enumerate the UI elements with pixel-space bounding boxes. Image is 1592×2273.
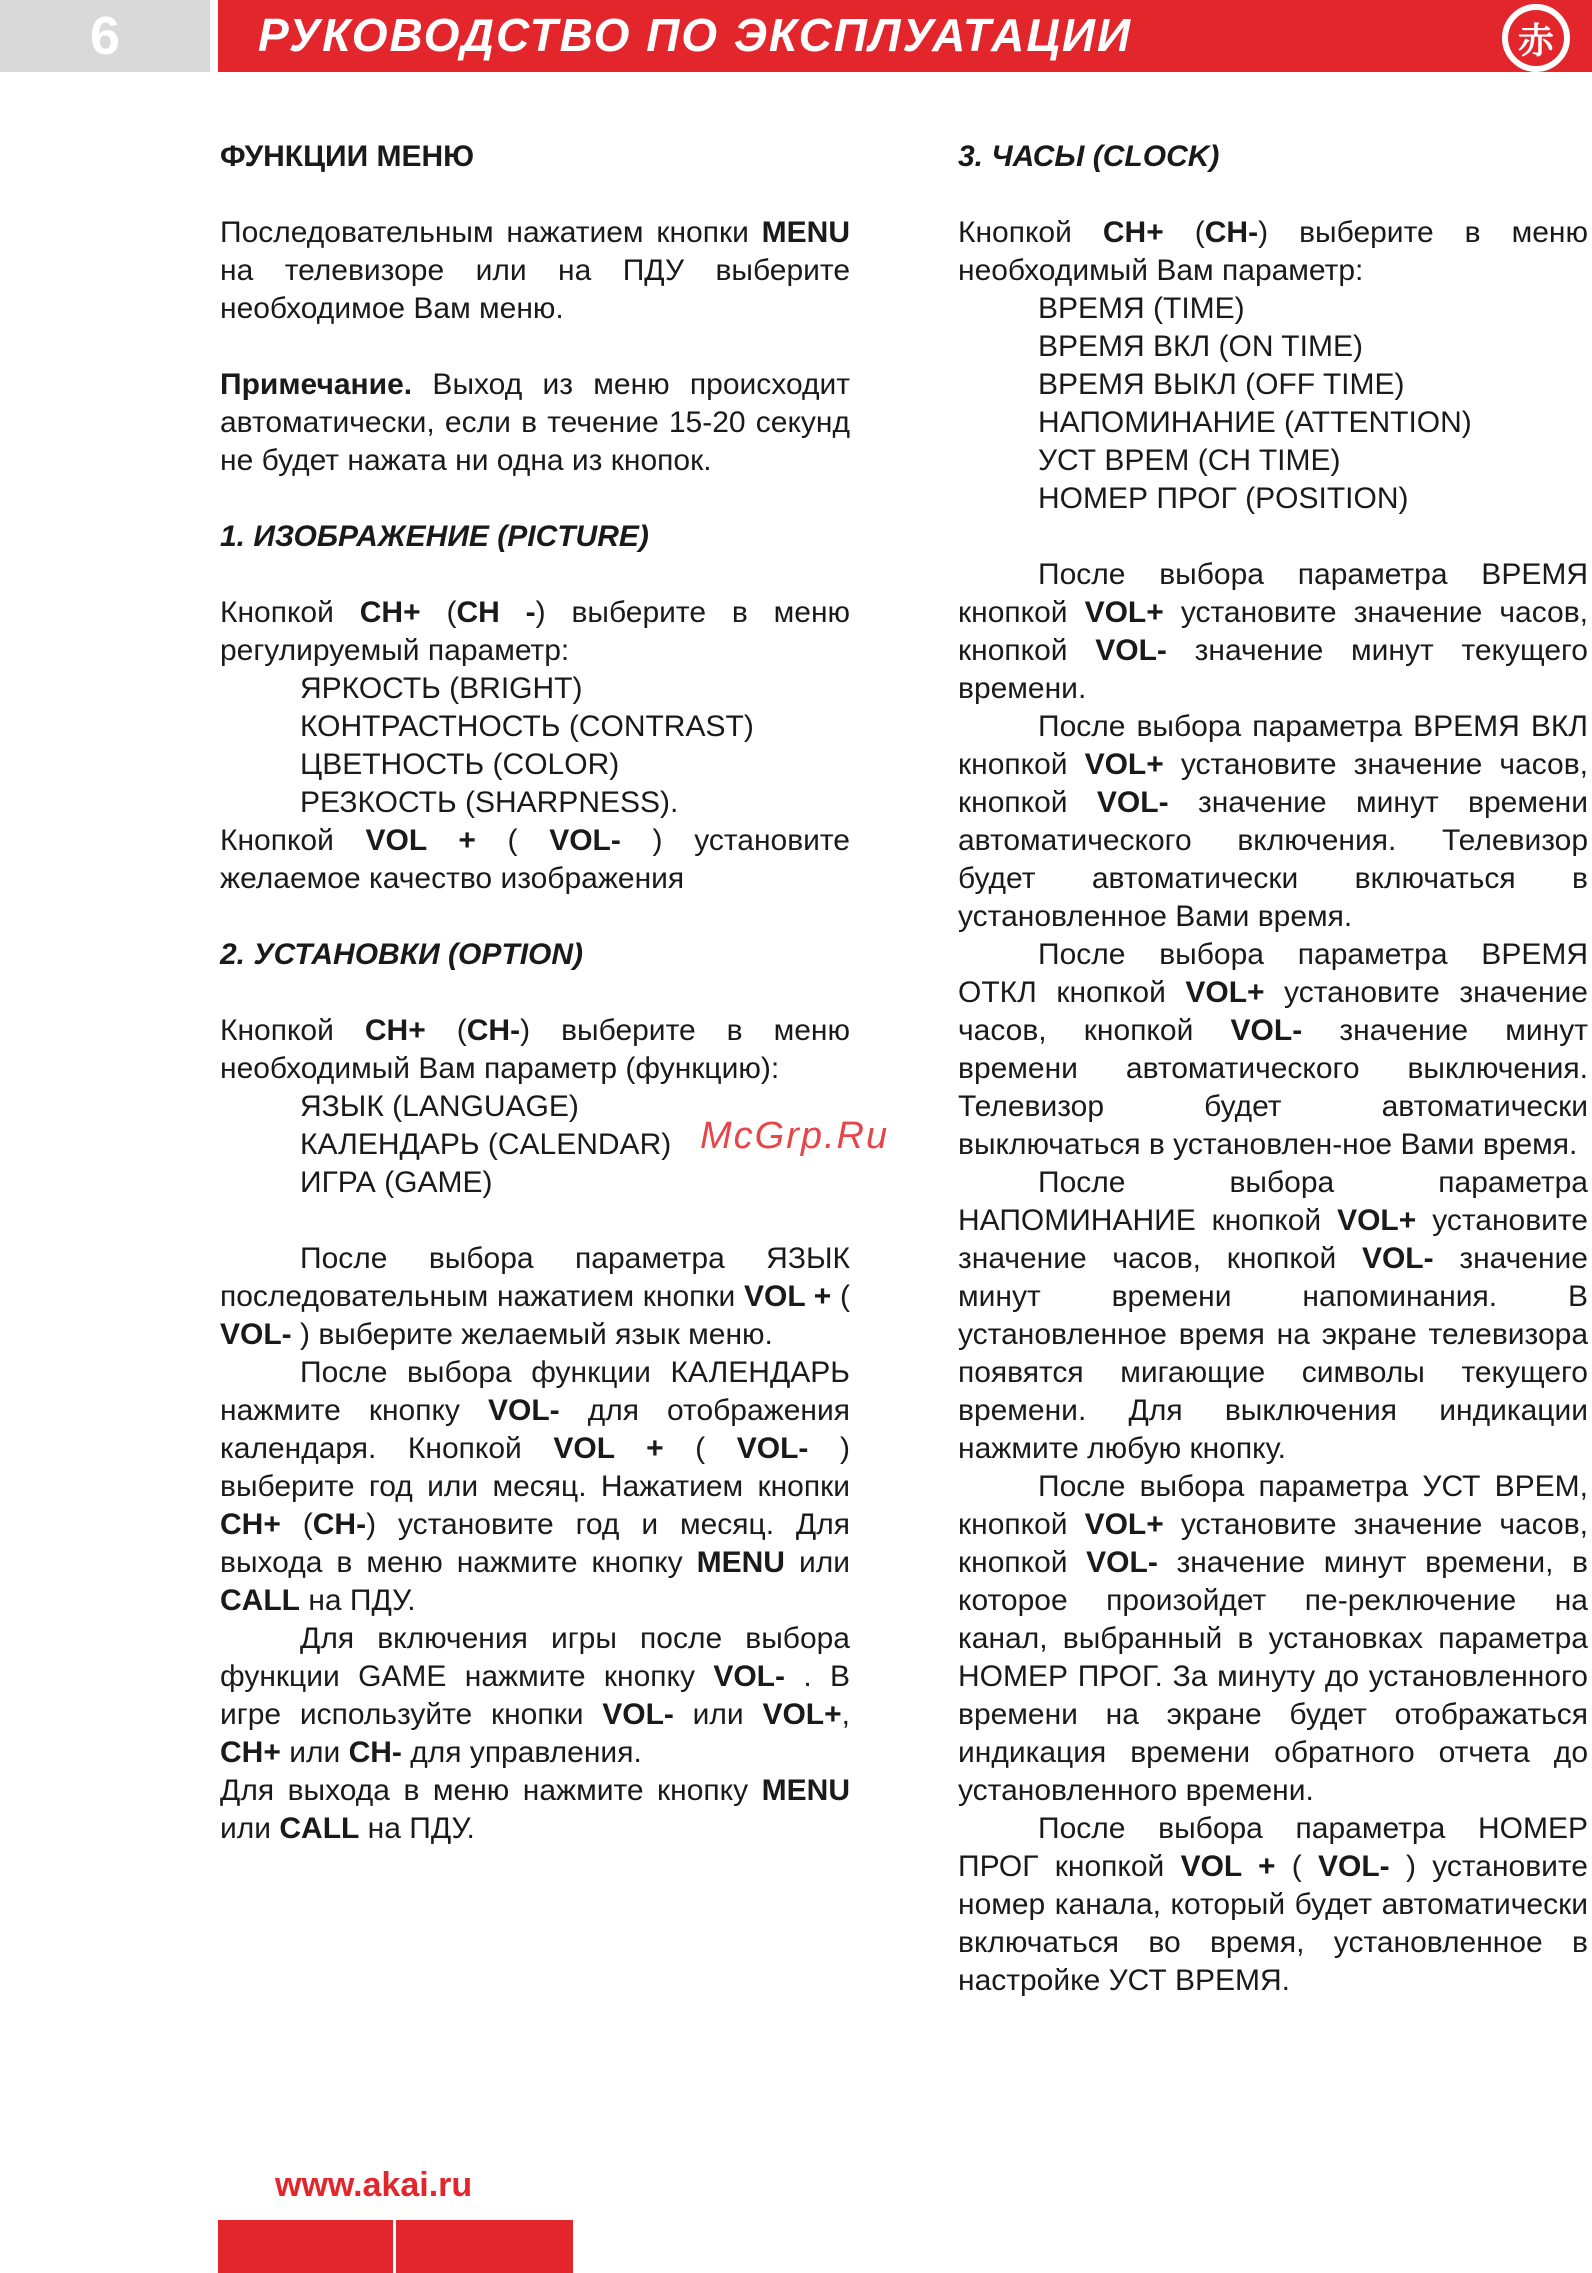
clock-intro: Кнопкой CH+ (CH-) выберите в меню необходимый Вам параметр: <box>958 216 1588 287</box>
exit-paragraph: Для выхода в меню нажмите кнопку MENU или CALL на ПДУ. <box>220 1774 850 1845</box>
on-time-paragraph: После выбора параметра ВРЕМЯ ВКЛ кнопкой VOL+ установите значение часов, кнопкой VOL- значение минут времени автоматического включения. Телевизор будет автоматически включаться в установленное Вами время. <box>958 710 1588 933</box>
option-heading: 2. УСТАНОВКИ (OPTION) <box>220 938 584 971</box>
picture-heading: 1. ИЗОБРАЖЕНИЕ (PICTURE) <box>220 520 649 553</box>
option-intro: Кнопкой CH+ (CH-) выберите в меню необходимый Вам параметр (функцию): <box>220 1014 850 1085</box>
footer-divider <box>393 2220 396 2273</box>
time-paragraph: После выбора параметра ВРЕМЯ кнопкой VOL+ установите значение часов, кнопкой VOL- значение минут текущего времени. <box>958 558 1588 705</box>
list-item: ВРЕМЯ ВЫКЛ (OFF TIME) <box>1038 368 1405 401</box>
attention-paragraph: После выбора параметра НАПОМИНАНИЕ кнопкой VOL+ установите значение часов, кнопкой VOL- значение минут времени напоминания. В установленное время на экране телевизора появятся мигающие символы текущего времени. Для выключения индикации нажмите любую кнопку. <box>958 1166 1588 1465</box>
logo-glyph: 赤 <box>1508 10 1564 66</box>
clock-heading: 3. ЧАСЫ (CLOCK) <box>958 140 1220 173</box>
note-paragraph: Примечание. Выход из меню происходит автоматически, если в течение 15-20 секунд не будет нажата ни одна из кнопок. <box>220 368 850 477</box>
list-item: РЕЗКОСТЬ (SHARPNESS). <box>300 786 679 819</box>
game-paragraph: Для включения игры после выбора функции GAME нажмите кнопку VOL- . В игре используйте кнопки VOL- или VOL+, CH+ или CH- для управления. <box>220 1622 851 1769</box>
ch-time-paragraph: После выбора параметра УСТ ВРЕМ, кнопкой VOL+ установите значение часов, кнопкой VOL- значение минут времени, в которое произойдет пе-реключение на канал, выбранный в установках параметра НОМЕР ПРОГ. За минуту до установленного времени на экране будет отображаться индикация времени обратного отчета до установленного времени. <box>958 1470 1588 1807</box>
language-paragraph: После выбора параметра ЯЗЫК последовательным нажатием кнопки VOL + ( VOL- ) выберите желаемый язык меню. <box>220 1242 851 1351</box>
list-item: ЯЗЫК (LANGUAGE) <box>300 1090 579 1123</box>
watermark: McGrp.Ru <box>700 1115 890 1157</box>
website-link[interactable]: www.akai.ru <box>275 2166 473 2204</box>
off-time-paragraph: После выбора параметра ВРЕМЯ ОТКЛ кнопкой VOL+ установите значение часов, кнопкой VOL- значение минут времени автоматического выключения. Телевизор будет автоматически выключаться в установлен-ное Вами время. <box>958 938 1588 1161</box>
left-column <box>220 138 850 1848</box>
picture-adjust: Кнопкой VOL + ( VOL- ) установите желаемое качество изображения <box>220 824 850 895</box>
menu-functions-heading: ФУНКЦИИ МЕНЮ <box>220 140 475 173</box>
page-header <box>0 0 1592 72</box>
picture-intro: Кнопкой CH+ (CH -) выберите в меню регулируемый параметр: <box>220 596 851 667</box>
list-item: КАЛЕНДАРЬ (CALENDAR) <box>300 1128 672 1161</box>
footer-bar <box>218 2220 573 2273</box>
position-paragraph: После выбора параметра НОМЕР ПРОГ кнопкой VOL + ( VOL- ) установите номер канала, который будет автоматически включаться во время, установленное в настройке УСТ ВРЕМЯ. <box>958 1812 1588 1997</box>
list-item: НОМЕР ПРОГ (POSITION) <box>1038 482 1409 515</box>
list-item: ЦВЕТНОСТЬ (COLOR) <box>300 748 620 781</box>
page-number: 6 <box>0 0 210 72</box>
list-item: КОНТРАСТНОСТЬ (CONTRAST) <box>300 710 754 743</box>
intro-paragraph: Последовательным нажатием кнопки MENU на телевизоре или на ПДУ выберите необходимое Вам меню. <box>220 216 850 325</box>
calendar-paragraph: После выбора функции КАЛЕНДАРЬ нажмите кнопку VOL- для отображения календаря. Кнопкой VOL + ( VOL- ) выберите год или месяц. Нажатием кнопки CH+ (CH-) установите год и месяц. Для выхода в меню нажмите кнопку MENU или CALL на ПДУ. <box>220 1356 851 1617</box>
list-item: ВРЕМЯ (TIME) <box>1038 292 1245 325</box>
list-item: ИГРА (GAME) <box>300 1166 493 1199</box>
list-item: НАПОМИНАНИЕ (ATTENTION) <box>1038 406 1472 439</box>
title-bar <box>218 0 1592 72</box>
list-item: ЯРКОСТЬ (BRIGHT) <box>300 672 583 705</box>
right-column <box>958 138 1588 2000</box>
brand-logo-icon <box>1502 4 1570 72</box>
document-title: РУКОВОДСТВО ПО ЭКСПЛУАТАЦИИ <box>258 9 1133 61</box>
list-item: ВРЕМЯ ВКЛ (ON TIME) <box>1038 330 1363 363</box>
list-item: УСТ ВРЕМ (CH TIME) <box>1038 444 1341 477</box>
